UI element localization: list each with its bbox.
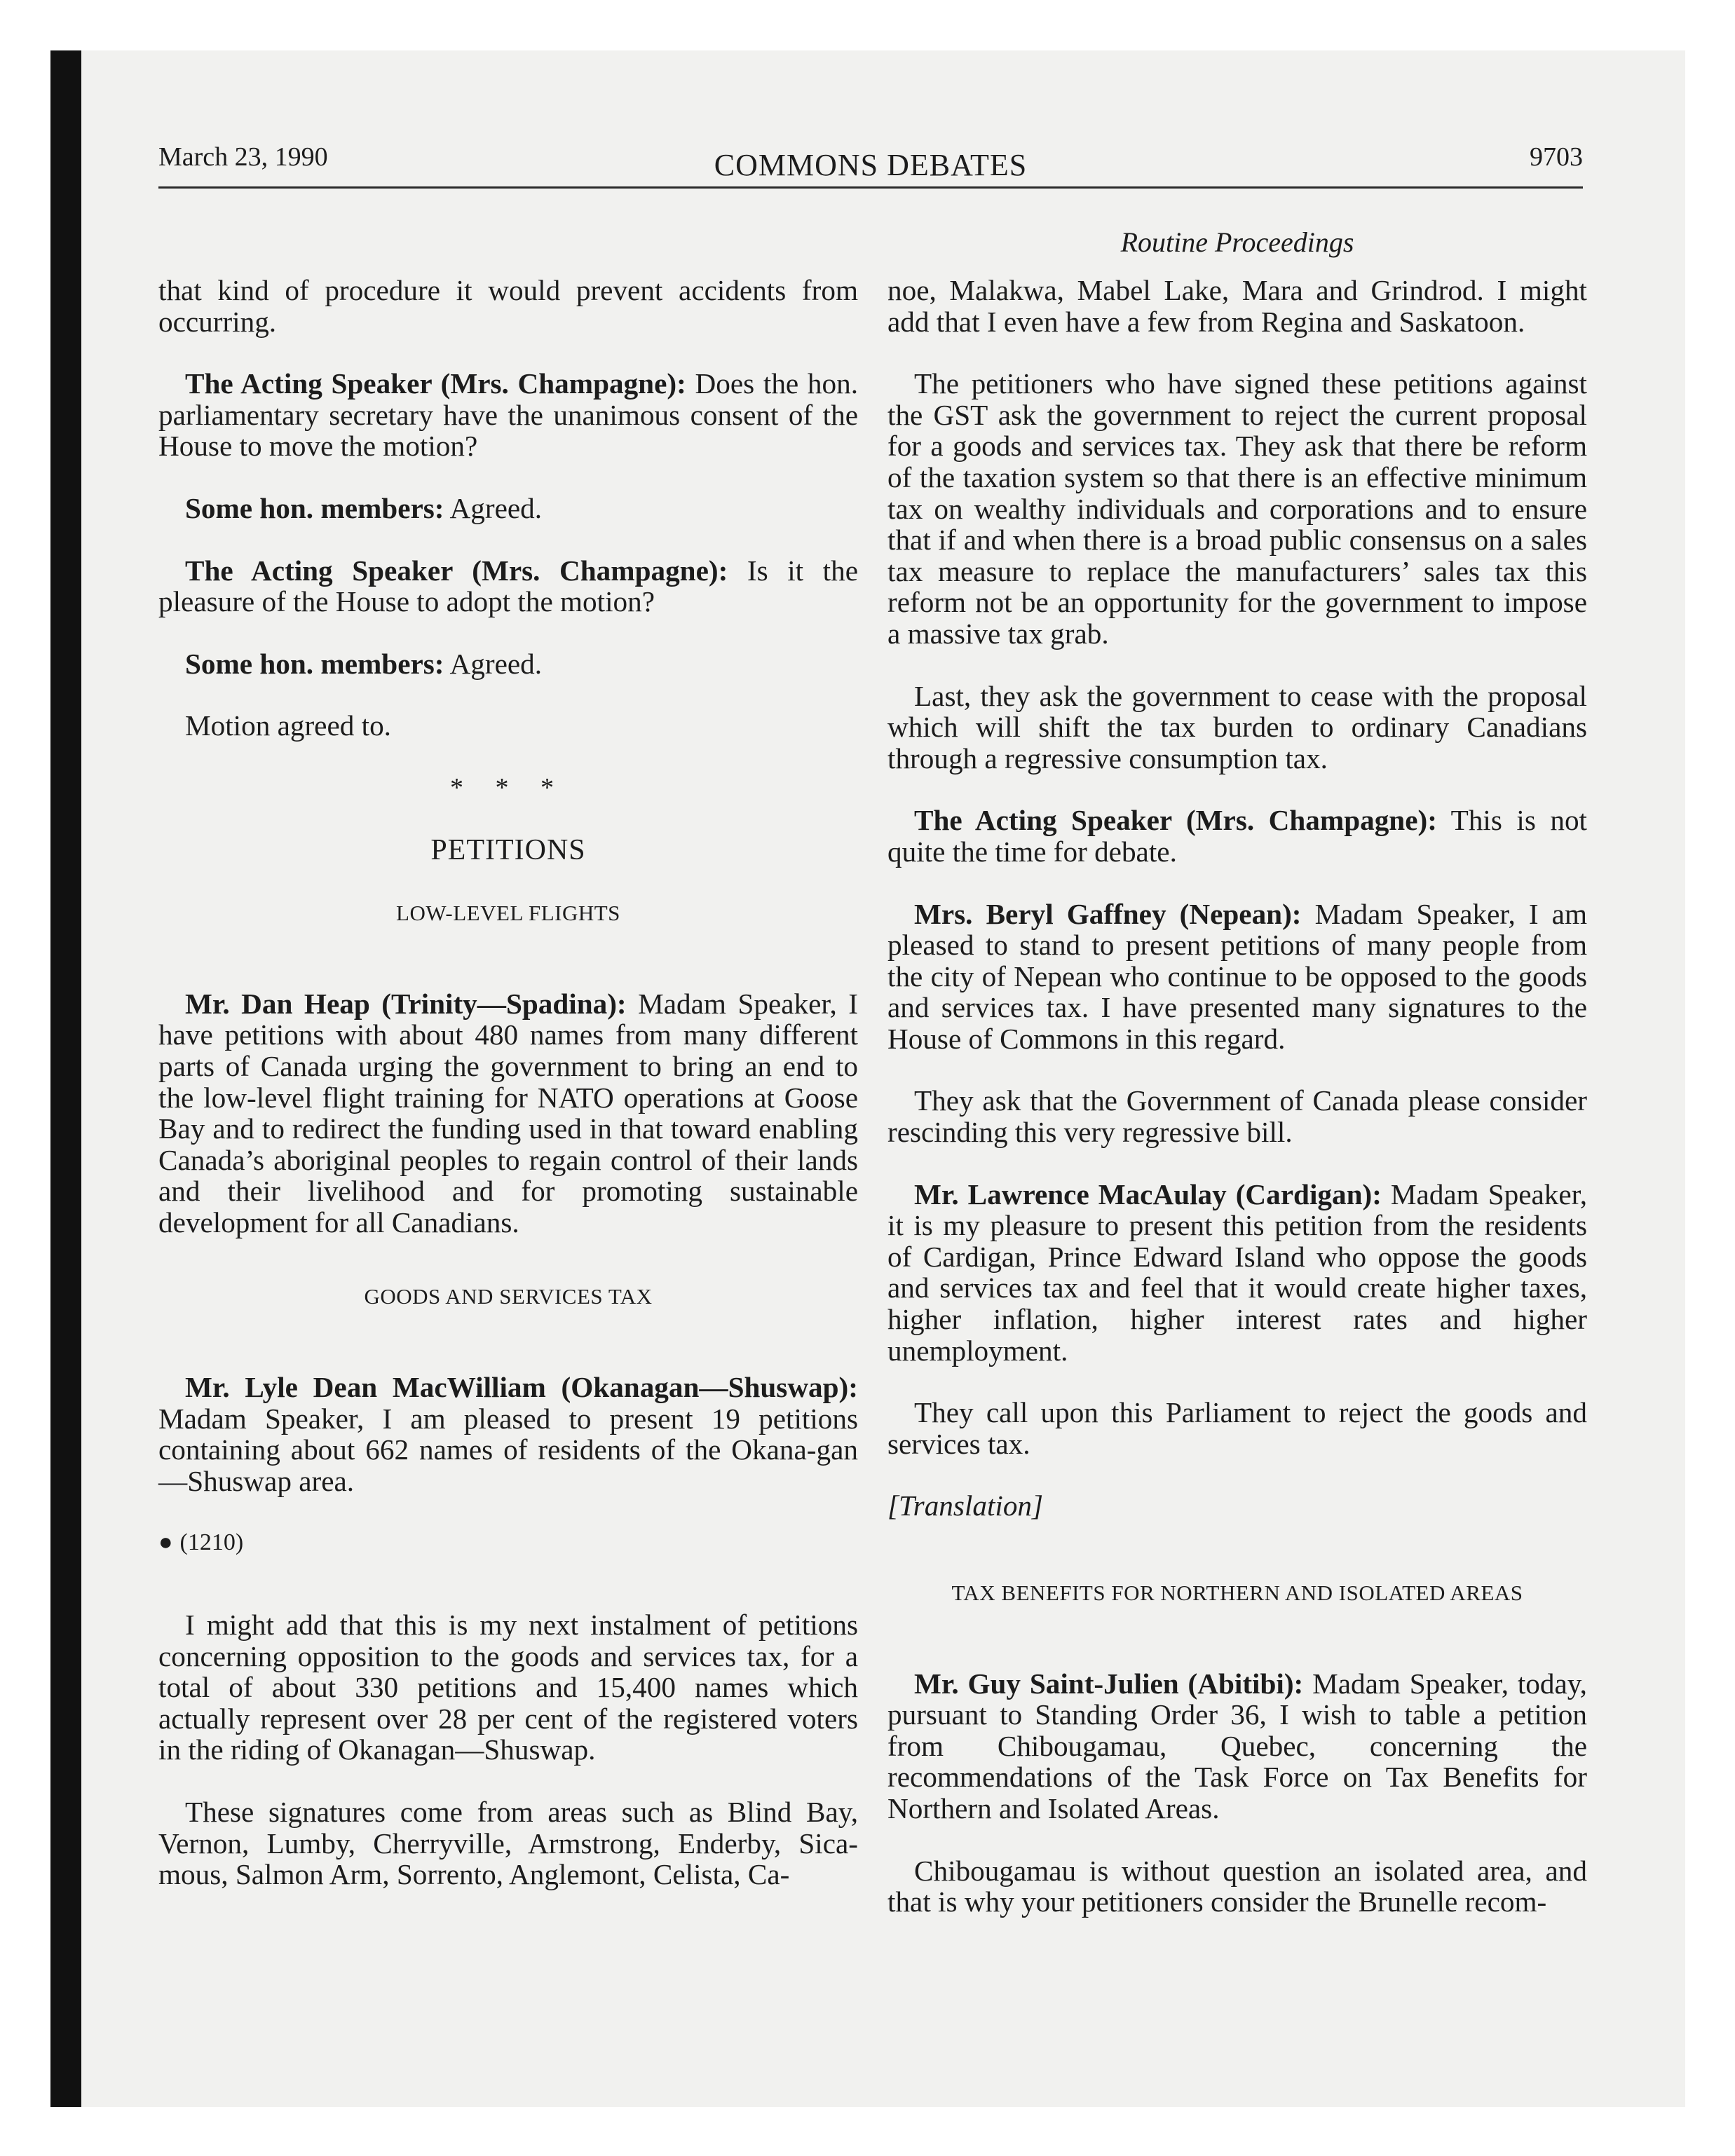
speaker-name: Mr. Guy Saint-Julien (Abitibi): (914, 1667, 1304, 1700)
paragraph: The petitioners who have signed these petitions against the GST ask the government to reject the current proposal for a goods and services tax. They ask that there be reform of the taxation system so that there is an effective minimum tax on wealthy individuals and corporations and to ensure that if and when there is a broad public consensus on a sales tax measure to replace the manufacturers’ sales tax this reform not be an opportunity for the government to impose a massive tax grab. (887, 367, 1587, 650)
right-column (887, 275, 1587, 1949)
speaker-name: Mr. Lawrence MacAulay (Cardigan): (914, 1178, 1382, 1210)
paragraph: They call upon this Parliament to reject the goods and services tax. (887, 1396, 1587, 1460)
paragraph: Motion agreed to. (185, 709, 391, 742)
speech-text: Agreed. (444, 647, 543, 680)
paragraph: that kind of procedure it would prevent accidents from occurring. (158, 274, 858, 338)
speech-text: Madam Speaker, I have petitions with about 480 names from many different parts of Canada urging the government to bring an end to the low-level flight training for NATO operations at Goose Bay and to redirect the funding used in that toward enabling Canada’s aboriginal peoples to regain control of their lands and their livelihood and for promoting sustainable development for all Canadians. (158, 987, 858, 1239)
speech-paragraph (158, 555, 858, 618)
time-marker (158, 1527, 858, 1559)
running-head (158, 137, 1583, 189)
speech-paragraph (158, 988, 858, 1239)
time-marker-text: (1210) (179, 1529, 244, 1556)
paragraph: These signatures come from areas such as Blind Bay, Vernon, Lumby, Cherryville, Armstrong, Enderby, Sica-mous, Salmon Arm, Sorrento, Anglemont, Celista, Ca- (158, 1796, 858, 1891)
speech-paragraph (887, 805, 1587, 867)
heading-petitions: PETITIONS (430, 833, 586, 866)
speaker-name: Mrs. Beryl Gaffney (Nepean): (914, 897, 1302, 930)
paragraph: I might add that this is my next instalment of petitions concerning opposition to the goods and services tax, for a total of about 330 petitions and 15,400 names which actually represent over 28 per cent of the registered voters in the riding of Okanagan—Shuswap. (158, 1609, 858, 1766)
speech-text: Madam Speaker, it is my pleasure to present this petition from the residents of Cardigan, Prince Edward Island who oppose the goods and services tax and feel that it would create higher taxes, higher inflation, higher interest rates and higher unemployment. (887, 1178, 1587, 1367)
section-label: Routine Proceedings (1120, 226, 1354, 258)
speech-text: This is not quite the time for debate. (887, 804, 1587, 868)
left-column (158, 275, 858, 1921)
speech-paragraph (158, 1372, 858, 1496)
header-publication: COMMONS DEBATES (714, 148, 1028, 182)
speech-paragraph (158, 493, 858, 524)
speech-paragraph (887, 1668, 1587, 1824)
paragraph: Last, they ask the government to cease with the proposal which will shift the tax burden to ordinary Canadians through a regressive consumption tax. (887, 679, 1587, 775)
speech-paragraph (887, 1179, 1587, 1367)
header-date: March 23, 1990 (158, 142, 328, 172)
speech-text: Is it the pleasure of the House to adopt the motion? (158, 554, 859, 618)
speech-paragraph (158, 648, 858, 680)
bullet-icon: ● (158, 1529, 173, 1556)
speech-text: Madam Speaker, today, pursuant to Standing Order 36, I wish to table a petition from Chibougamau, Quebec, concerning the recommendations of the Task Force on Tax Benefits for Northern and Isolated Areas. (887, 1667, 1587, 1824)
binding-edge (50, 50, 81, 2107)
speech-text: Does the hon. parliamentary secretary have the unanimous consent of the House to move the motion? (158, 367, 858, 463)
speaker-name: Mr. Lyle Dean MacWilliam (Okanagan—Shuswap): (185, 1371, 858, 1404)
subheading-gst: GOODS AND SERVICES TAX (364, 1284, 653, 1309)
speaker-name: Some hon. members: (185, 491, 444, 524)
speaker-name: Some hon. members: (185, 647, 444, 680)
subheading-low-level-flights: LOW-LEVEL FLIGHTS (396, 901, 620, 926)
subheading-tax-benefits: TAX BENEFITS FOR NORTHERN AND ISOLATED AREAS (951, 1581, 1523, 1605)
speech-text: Madam Speaker, I am pleased to stand to present petitions of many people from the city of Nepean who continue to be opposed to the goods and services tax. I have presented many signatures to the House of Commons in this regard. (887, 897, 1587, 1055)
header-page-number: 9703 (1530, 142, 1583, 172)
speech-text: Agreed. (444, 491, 543, 524)
speech-paragraph (158, 368, 858, 462)
speech-text: Madam Speaker, I am pleased to present 19 petitions containing about 662 names of residents of the Okana-gan—Shuswap area. (158, 1402, 858, 1497)
speaker-name: The Acting Speaker (Mrs. Champagne): (914, 804, 1437, 837)
section-separator: * * * (450, 772, 566, 803)
speaker-name: Mr. Dan Heap (Trinity—Spadina): (185, 987, 627, 1020)
speaker-name: The Acting Speaker (Mrs. Champagne): (185, 554, 728, 587)
paragraph: Chibougamau is without question an isolated area, and that is why your petitioners consider the Brunelle recom- (887, 1854, 1587, 1918)
paragraph: noe, Malakwa, Mabel Lake, Mara and Grindrod. I might add that I even have a few from Regina and Saskatoon. (887, 274, 1587, 338)
speech-paragraph (887, 899, 1587, 1055)
speaker-name: The Acting Speaker (Mrs. Champagne): (185, 367, 686, 400)
translation-note: [Translation] (887, 1489, 1044, 1522)
paragraph: They ask that the Government of Canada please consider rescinding this very regressive bill. (887, 1084, 1587, 1149)
